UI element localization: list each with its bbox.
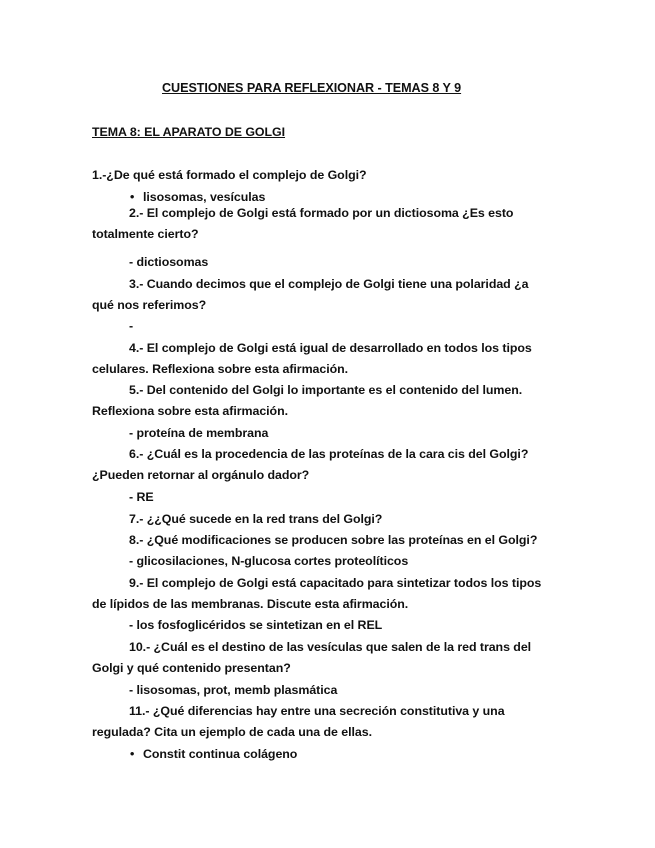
document-title: CUESTIONES PARA REFLEXIONAR - TEMAS 8 Y 9 (162, 81, 462, 95)
question-9-cont: de lípidos de las membranas. Discute esta afirmación. (92, 597, 409, 611)
question-4: 4.- El complejo de Golgi está igual de desarrollado en todos los tipos (129, 341, 532, 355)
bullet-icon: • (130, 747, 135, 761)
bullet-icon: • (130, 190, 135, 204)
question-10-cont: Golgi y qué contenido presentan? (92, 661, 291, 675)
question-3: 3.- Cuando decimos que el complejo de Golgi tiene una polaridad ¿a (129, 277, 529, 291)
question-11-cont: regulada? Cita un ejemplo de cada una de ellas. (92, 725, 372, 739)
answer-10: - lisosomas, prot, memb plasmática (129, 683, 338, 697)
question-5: 5.- Del contenido del Golgi lo importante es el contenido del lumen. (129, 383, 523, 397)
answer-11: Constit continua colágeno (143, 747, 298, 761)
answer-5: - proteína de membrana (129, 426, 269, 440)
answer-1: lisosomas, vesículas (143, 190, 266, 204)
question-4-cont: celulares. Reflexiona sobre esta afirmación. (92, 362, 349, 376)
question-9: 9.- El complejo de Golgi está capacitado para sintetizar todos los tipos (129, 576, 542, 590)
question-2: 2.- El complejo de Golgi está formado por un dictiosoma ¿Es esto (129, 206, 514, 220)
question-11: 11.- ¿Qué diferencias hay entre una secreción constitutiva y una (129, 704, 505, 718)
question-1: 1.-¿De qué está formado el complejo de Golgi? (92, 168, 367, 182)
answer-3: - (129, 319, 134, 333)
answer-6: - RE (129, 490, 154, 504)
question-10: 10.- ¿Cuál es el destino de las vesículas que salen de la red trans del (129, 640, 532, 654)
question-3-cont: qué nos referimos? (92, 298, 207, 312)
question-6: 6.- ¿Cuál es la procedencia de las proteínas de la cara cis del Golgi? (129, 447, 529, 461)
answer-8: - glicosilaciones, N-glucosa cortes proteolíticos (129, 554, 409, 568)
question-6-cont: ¿Pueden retornar al orgánulo dador? (92, 468, 310, 482)
question-7: 7.- ¿¿Qué sucede en la red trans del Golgi? (129, 512, 383, 526)
answer-9: - los fosfoglicéridos se sintetizan en el REL (129, 618, 383, 632)
question-8: 8.- ¿Qué modificaciones se producen sobre las proteínas en el Golgi? (129, 533, 538, 547)
answer-2: - dictiosomas (129, 255, 209, 269)
question-5-cont: Reflexiona sobre esta afirmación. (92, 404, 288, 418)
question-2-cont: totalmente cierto? (92, 227, 199, 241)
section-heading: TEMA 8: EL APARATO DE GOLGI (92, 125, 286, 139)
